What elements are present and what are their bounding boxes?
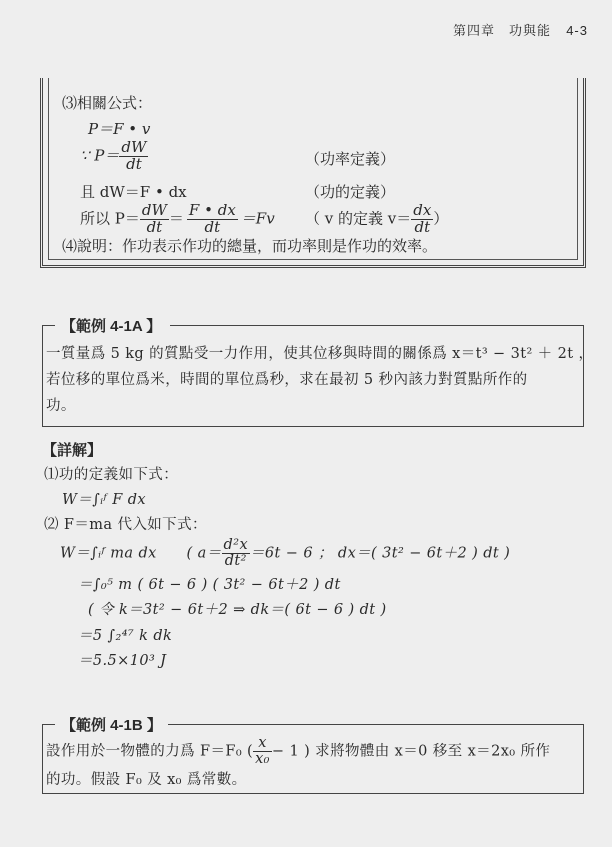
page-number: 4-3: [566, 23, 588, 38]
formula-power-def: ∵ P＝ $\frac{dW}{dt}$: [80, 138, 147, 173]
solution-step2: ⑵ F＝ma 代入如下式：: [44, 517, 207, 533]
formula-power: P＝F • v: [88, 120, 151, 138]
page-header: [453, 20, 588, 39]
item3-label: ⑶相關公式：: [62, 94, 153, 112]
work-result: ＝5.5×10³ J: [78, 653, 167, 669]
example-4-1a-title: 【範例 4-1A 】: [55, 315, 167, 336]
example-4-1a-line2: 若位移的單位爲米，時間的單位爲秒，求在最初 5 秒內該力對質點所作的: [46, 372, 528, 388]
example-4-1b-top-border-right: [168, 724, 584, 725]
solution-heading: 【詳解】: [42, 442, 103, 459]
power-def-note: （功率定義）: [305, 150, 396, 168]
example-4-1a-top-border-left: [42, 325, 56, 326]
item4-explanation: ⑷說明：作功表示作功的總量，而功率則是作功的效率。: [62, 237, 438, 255]
velocity-def-note: （ v 的定義 v＝ $\frac{dx}{dt}$ ）: [305, 201, 449, 236]
formula-work-def: 且 dW＝F • dx: [80, 183, 187, 201]
example-4-1b-top-border-left: [42, 724, 56, 725]
solution-step1: ⑴功的定義如下式：: [44, 467, 179, 483]
work-integral: W＝∫ᵢᶠ F dx: [62, 492, 146, 508]
work-integral-in-k: ＝5 ∫₂⁴⁷ k dk: [78, 628, 173, 644]
example-4-1a-line1: 一質量爲 5 kg 的質點受一力作用，使其位移與時間的關係爲 x＝t³ − 3t² ＋ 2t ，: [46, 346, 594, 362]
example-4-1a-top-border-right: [170, 325, 584, 326]
work-substitution: W＝∫ᵢᶠ ma dx ( a＝ $\frac{\text{d²x}}{\text{dt²}}$ ＝6t − 6 ； dx＝( 3t² − 6t＋2 ) dt ): [60, 537, 511, 570]
example-4-1b-line2: 的功。假設 F₀ 及 x₀ 爲常數。: [46, 772, 247, 788]
example-4-1a-line3: 功。: [46, 398, 76, 414]
work-def-note: （功的定義）: [305, 183, 396, 201]
work-integral-evaluated: ＝∫₀⁵ m ( 6t − 6 ) ( 3t² − 6t＋2 ) dt: [78, 577, 341, 593]
formula-power-derivation: 所以 P＝ $\frac{dW}{dt}$ ＝ $\frac{F • dx}{dt}$ ＝Fv: [80, 201, 275, 236]
example-4-1b-line1: 設作用於一物體的力爲 F＝F₀ ( $\frac{x}{\text{x₀}}$ − 1 ) 求將物體由 x＝0 移至 x＝2x₀ 所作: [46, 735, 551, 768]
chapter-title: 第四章 功與能: [453, 24, 552, 39]
substitution-note: ( 令 k＝3t² − 6t＋2 ⇒ dk＝( 6t − 6 ) dt ): [88, 602, 387, 618]
example-4-1b-title: 【範例 4-1B 】: [55, 714, 168, 735]
